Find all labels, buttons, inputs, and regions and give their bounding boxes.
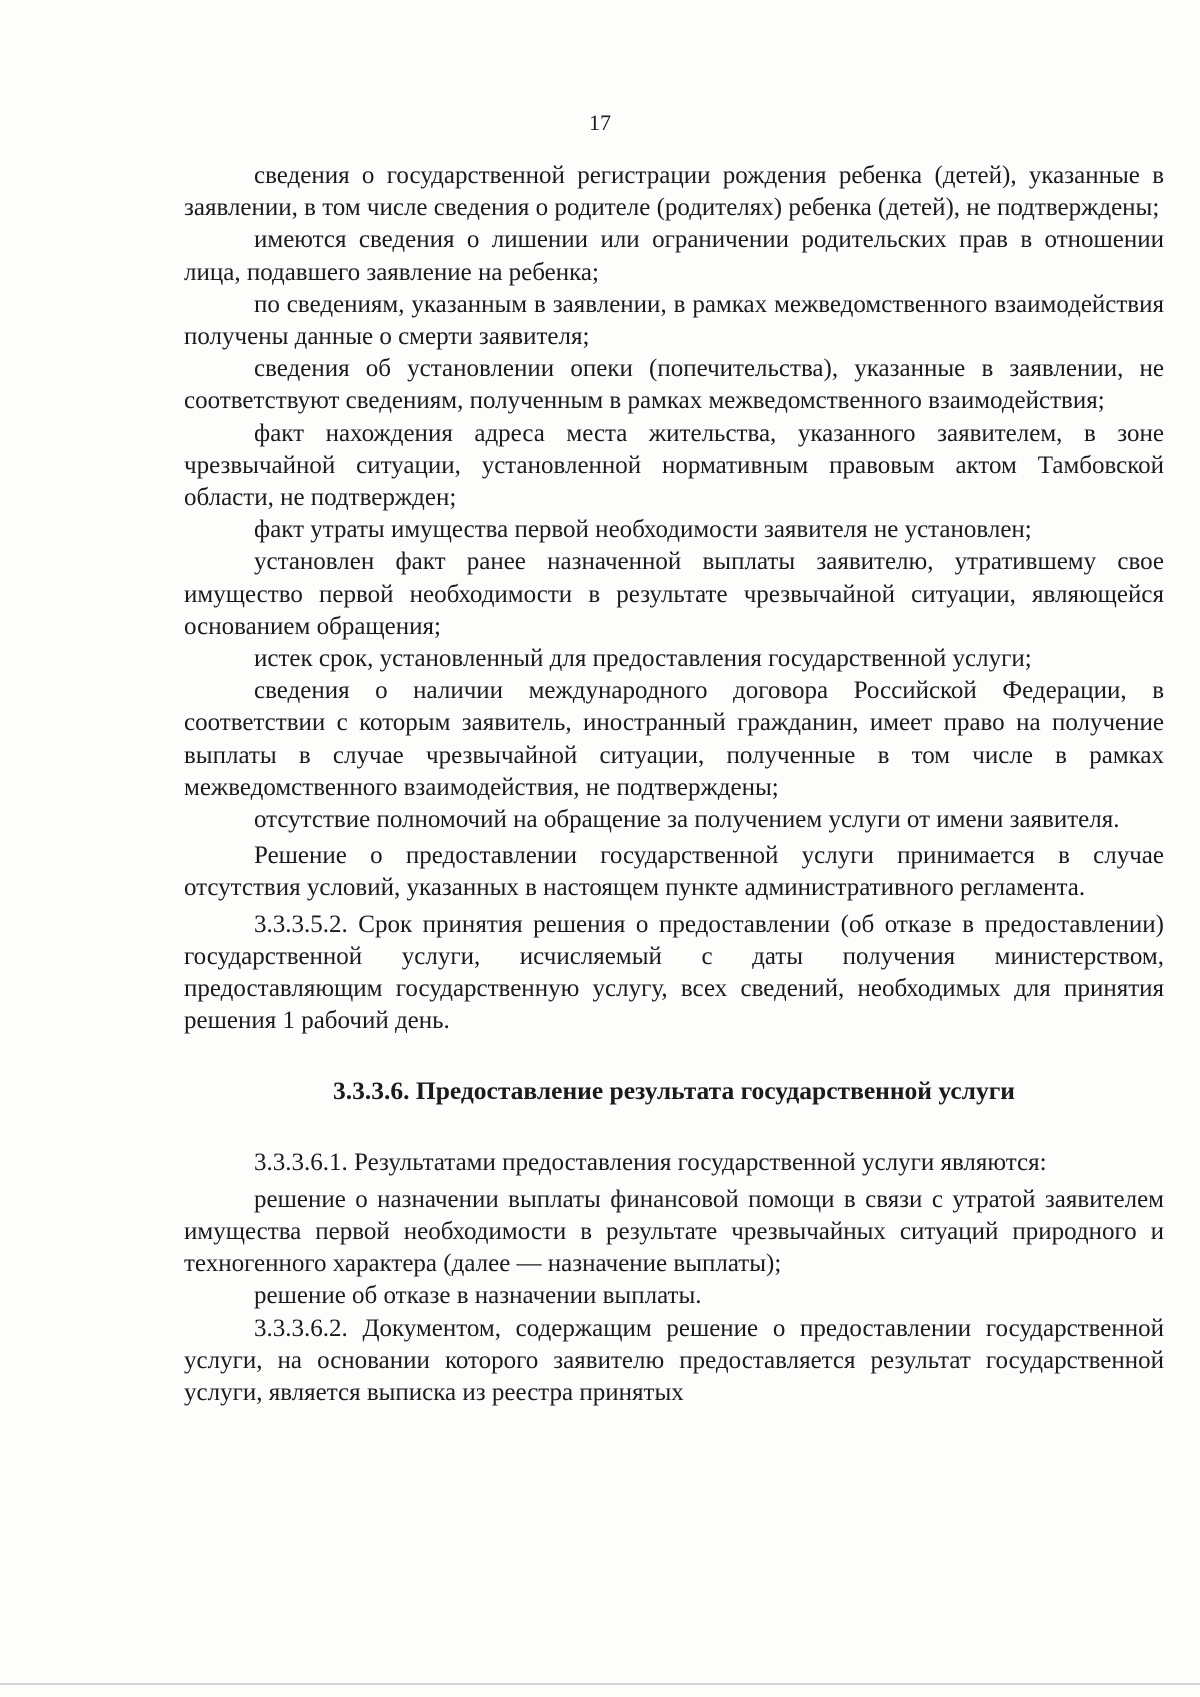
paragraph: решение о назначении выплаты финансовой помощи в связи с утратой заявителем имущества первой необходимости в результате чрезвычайных ситуаций природного и техногенного характера (далее — назначение выплаты); — [184, 1185, 1164, 1278]
paragraph: 3.3.3.6.2. Документом, содержащим решение о предоставлении государственной услуги, на основании которого заявителю предоставляется результат государственной услуги, является выписка из реестра принятых — [184, 1314, 1164, 1406]
paragraph: решение об отказе в назначении выплаты. — [254, 1282, 702, 1310]
paragraph: сведения о наличии международного договора Российской Федерации, в соответствии с которым заявитель, иностранный гражданин, имеет право на получение выплаты в случае чрезвычайной ситуации, полученные в том числе в рамках межведомственного взаимодействия, не подтверждены; — [184, 677, 1164, 801]
scan-edge-line — [0, 1683, 1200, 1685]
paragraph: отсутствие полномочий на обращение за получением услуги от имени заявителя. — [254, 806, 1120, 834]
paragraph: 3.3.3.6.1. Результатами предоставления государственной услуги являются: — [254, 1149, 1047, 1177]
paragraph: факт нахождения адреса места жительства, указанного заявителем, в зоне чрезвычайной ситуации, установленной нормативным правовым актом Тамбовской области, не подтвержден; — [184, 419, 1164, 512]
page-number: 17 — [589, 110, 611, 135]
paragraph: сведения об установлении опеки (попечительства), указанные в заявлении, не соответствуют сведениям, полученным в рамках межведомственного взаимодействия; — [184, 355, 1164, 415]
document-body — [184, 160, 1164, 1409]
paragraph: 3.3.3.5.2. Срок принятия решения о предоставлении (об отказе в предоставлении) государственной услуги, исчисляемый с даты получения министерством, предоставляющим государственную услугу, всех сведений, необходимых для принятия решения 1 рабочий день. — [184, 910, 1164, 1035]
paragraph: факт утраты имущества первой необходимости заявителя не установлен; — [254, 516, 1032, 544]
paragraph: сведения о государственной регистрации рождения ребенка (детей), указанные в заявлении, в том числе сведения о родителе (родителях) ребенка (детей), не подтверждены; — [184, 162, 1164, 222]
paragraph: истек срок, установленный для предоставления государственной услуги; — [254, 645, 1032, 673]
paragraph: по сведениям, указанным в заявлении, в рамках межведомственного взаимодействия получены данные о смерти заявителя; — [184, 290, 1164, 351]
section-heading: 3.3.3.6. Предоставление результата государственной услуги — [332, 1076, 1015, 1106]
paragraph: Решение о предоставлении государственной услуги принимается в случае отсутствия условий, указанных в настоящем пункте административного регламента. — [184, 842, 1164, 902]
paragraph: имеются сведения о лишении или ограничении родительских прав в отношении лица, подавшего заявление на ребенка; — [184, 226, 1164, 286]
paragraph: установлен факт ранее назначенной выплаты заявителю, утратившему свое имущество первой необходимости в результате чрезвычайной ситуации, являющейся основанием обращения; — [184, 548, 1164, 640]
